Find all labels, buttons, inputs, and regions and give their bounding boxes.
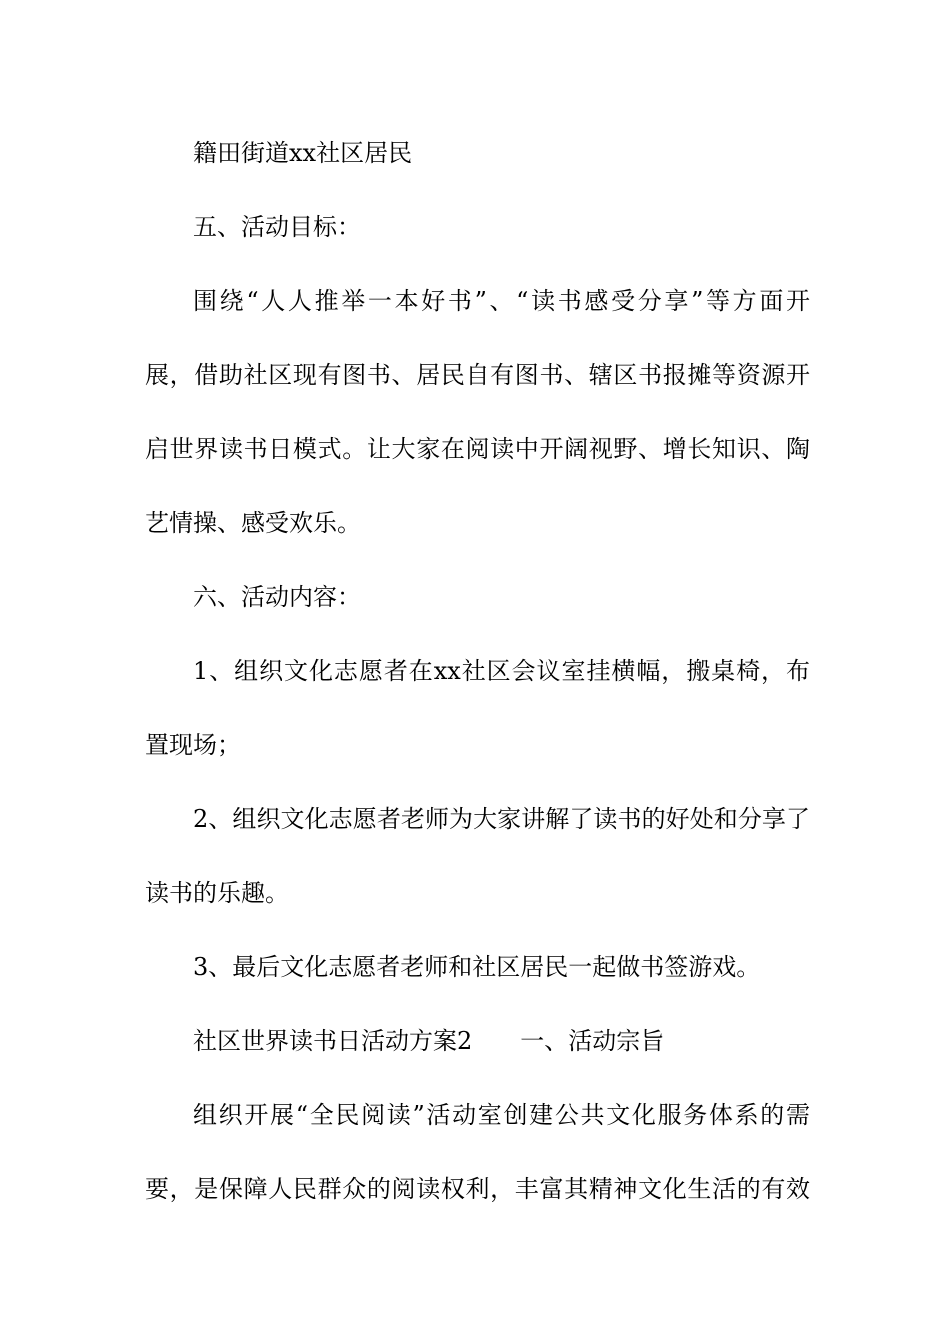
heading-activity-goals: 五、活动目标： xyxy=(193,213,361,241)
text-line-1: 籍田街道xx社区居民 xyxy=(193,139,413,167)
text-line-10: 2、组织文化志愿者老师为大家讲解了读书的好处和分享了 xyxy=(193,805,810,833)
heading-plan-2: 社区世界读书日活动方案2 一、活动宗旨 xyxy=(193,1027,665,1055)
text-line-14: 组织开展“全民阅读”活动室创建公共文化服务体系的需 xyxy=(193,1101,810,1129)
text-line-5: 启世界读书日模式。让大家在阅读中开阔视野、增长知识、陶 xyxy=(145,435,810,463)
text-line-4: 展，借助社区现有图书、居民自有图书、辖区书报摊等资源开 xyxy=(145,361,810,389)
text-line-8: 1、组织文化志愿者在xx社区会议室挂横幅，搬桌椅，布 xyxy=(193,657,810,685)
heading-activity-content: 六、活动内容： xyxy=(193,583,361,611)
text-line-6: 艺情操、感受欢乐。 xyxy=(145,509,361,537)
text-line-9: 置现场； xyxy=(145,731,241,759)
text-line-15: 要，是保障人民群众的阅读权利，丰富其精神文化生活的有效 xyxy=(145,1175,810,1203)
text-line-11: 读书的乐趣。 xyxy=(145,879,289,907)
text-line-12: 3、最后文化志愿者老师和社区居民一起做书签游戏。 xyxy=(193,953,761,981)
text-line-3: 围绕“人人推举一本好书”、“读书感受分享”等方面开 xyxy=(193,287,810,315)
